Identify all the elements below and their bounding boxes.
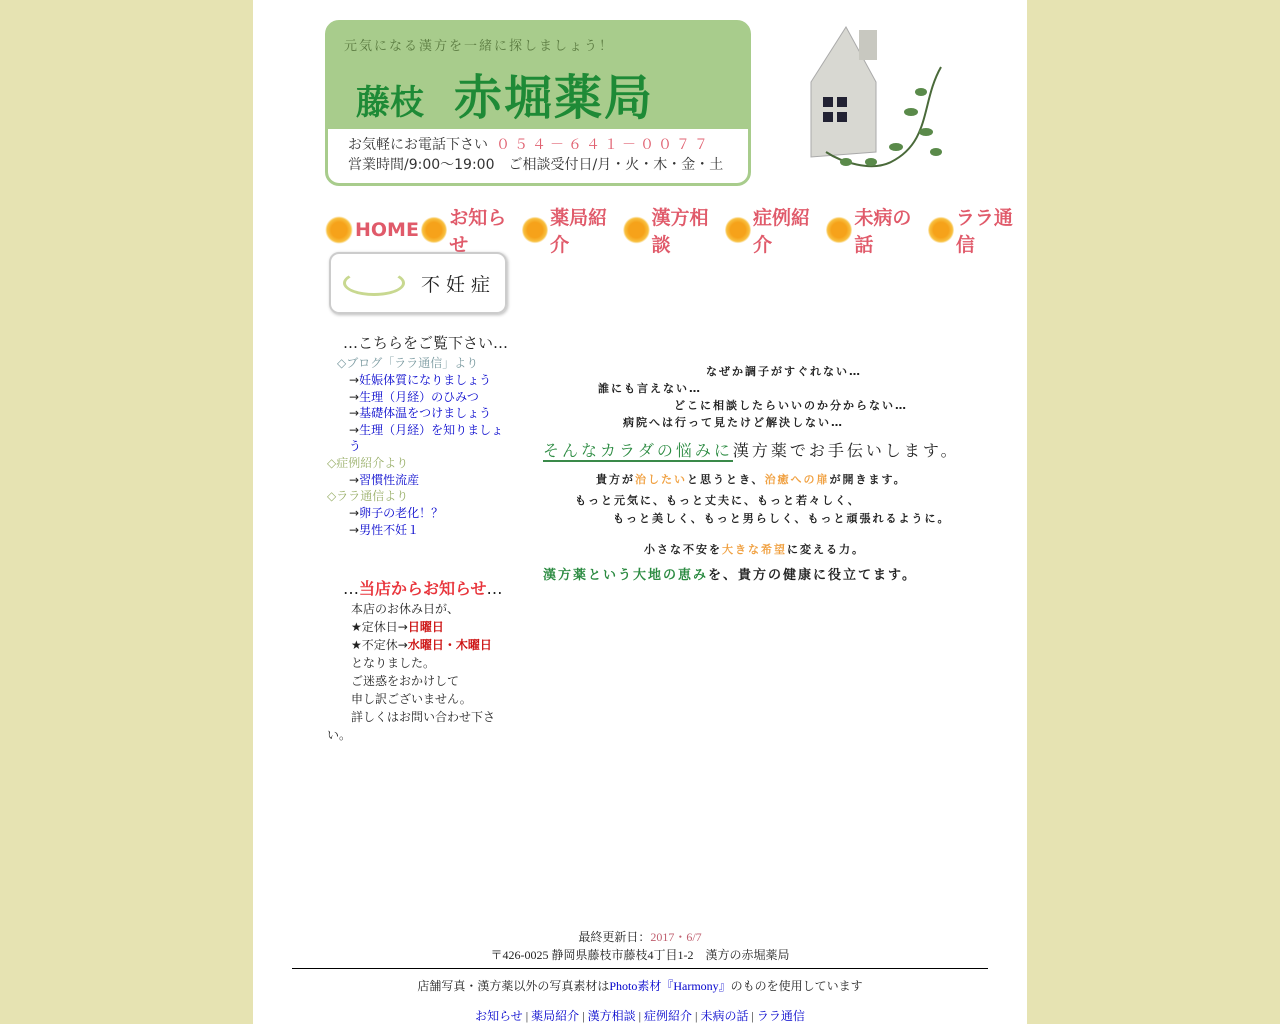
footer-link-lala[interactable]: ララ通信 — [756, 1009, 805, 1023]
category-heading: 不妊症 — [329, 252, 507, 314]
footer-link-pharmacy[interactable]: 薬局紹介 — [531, 1009, 580, 1023]
sun-icon — [826, 216, 852, 244]
footer-link-consult[interactable]: 漢方相談 — [587, 1009, 636, 1023]
photo-credit: 店舗写真・漢方薬以外の写真素材はPhoto素材『Harmony』のものを使用しています — [417, 979, 863, 993]
footer-link-news[interactable]: お知らせ — [475, 1009, 523, 1023]
contact-info: お気軽にお電話下さい ０５４－６４１－００７７ 営業時間/9:00～19:00 ご相談受付日/月・火・木・金・土 — [328, 129, 748, 183]
link-pregnancy[interactable]: → 妊娠体質になりましょう — [349, 372, 512, 389]
site-logo[interactable]: 藤枝 赤堀薬局 — [356, 70, 655, 126]
main-nav — [325, 203, 1027, 257]
nav-cases[interactable]: 症例紹介 — [725, 203, 824, 257]
link-egg-aging[interactable]: → 卵子の老化！？ — [349, 505, 512, 522]
header-banner — [325, 20, 751, 186]
link-miscarriage[interactable]: → 習慣性流産 — [349, 472, 512, 489]
nav-home[interactable]: HOME — [325, 203, 419, 257]
address: 〒426-0025 静岡県藤枝市藤枝4丁目1-2 漢方の赤堀薬局 — [490, 948, 790, 962]
nav-lala[interactable]: ララ通信 — [928, 203, 1027, 257]
footer-link-cases[interactable]: 症例紹介 — [644, 1009, 693, 1023]
house-photo — [801, 22, 946, 182]
nav-consult[interactable]: 漢方相談 — [623, 203, 722, 257]
sun-icon — [325, 216, 353, 244]
link-period-secret[interactable]: → 生理（月経）のひみつ — [349, 389, 512, 406]
sun-icon — [522, 216, 548, 244]
sidebar: …こちらをご覧下さい… ◇ブログ「ララ通信」より → 妊娠体質になりましょう → 生理（月経）のひみつ → 基礎体温をつけましょう → 生理（月経）を知りましょう ◇症例紹介より → 習慣性流産 ◇ララ通信より → 卵子の老化！？ → 男性不妊１ — [327, 332, 512, 538]
sun-icon — [421, 216, 447, 244]
footer-link-mibyou[interactable]: 未病の話 — [700, 1009, 749, 1023]
nav-pharmacy[interactable]: 薬局紹介 — [522, 203, 621, 257]
nav-news[interactable]: お知らせ — [421, 203, 520, 257]
phone-number: ０５４－６４１－００７７ — [496, 137, 712, 153]
last-updated: 最終更新日：2017・6/7 — [578, 930, 702, 944]
sun-icon — [725, 216, 751, 244]
link-bbt[interactable]: → 基礎体温をつけましょう — [349, 405, 512, 422]
harmony-link[interactable]: Photo素材『Harmony』 — [609, 979, 731, 993]
nav-mibyou[interactable]: 未病の話 — [826, 203, 925, 257]
notice: …当店からお知らせ… 本店のお休み日が、 ★定休日→日曜日 ★不定休→水曜日・木曜日 となりました。 ご迷惑をおかけして 申し訳ございません。 詳しくはお問い合わせ下さい。 — [327, 578, 512, 744]
business-hours: 営業時間/9:00～19:00 ご相談受付日/月・火・木・金・土 — [348, 157, 724, 173]
tagline: 元気になる漢方を一緒に探しましょう！ — [344, 39, 615, 54]
link-male-infertility[interactable]: → 男性不妊１ — [349, 522, 512, 539]
sun-icon — [928, 216, 954, 244]
notice-title: …当店からお知らせ… — [343, 579, 503, 598]
link-period-know[interactable]: → 生理（月経）を知りましょう — [349, 422, 512, 455]
footer-nav: お知らせ | 薬局紹介 | 漢方相談 | 症例紹介 | 未病の話 | ララ通信 — [475, 1009, 805, 1023]
swirl-icon — [343, 270, 405, 296]
divider — [292, 968, 988, 969]
sun-icon — [623, 216, 649, 244]
page: 元気になる漢方を一緒に探しましょう！ 藤枝 赤堀薬局 お気軽にお電話下さい ０５４－６４１－００７７ 営業時間/9:00～19:00 ご相談受付日/月・火・木・金・土 HOME お知らせ 薬局紹介 漢方相談 症例紹介 未病の話 ララ通信 不妊症 …こちらをご覧下さい… ◇ブログ「ララ通信」より → 妊娠体質になりましょう → 生理（月経）のひみつ → 基礎体温をつけましょう → 生理（月経）を知りましょう ◇症例紹介より → 習慣性流産 ◇ララ通信より → 卵子の老化！？ → 男性不妊１ …当店からお知らせ… 本店のお休み日が、 ★定休日→日曜日 ★不定休→水曜日・木曜日 となりました。 ご迷惑をおかけして 申し訳ございません。 詳しくはお問い合わせ下さい。 なぜか調子がすぐれない… 誰にも言えない… どこに相談したらいいのか分からない… 病院へは行って見たけど解決しない… そんなカラダの悩みに漢方薬でお手伝いします。 貴方が治したいと思うとき、治癒への扉が開きます。 もっと元気に、もっと丈夫に、もっと若々しく、 もっと美しく、もっと男らしく、もっと頑張れるように。 小さな不安を大きな希望に変える力。 漢方薬という大地の恵みを、貴方の健康に役立てます。 最終更新日：2017・6/7 〒426-0025 静岡県藤枝市藤枝4丁目1-2 漢方の赤堀薬局 店舗写真・漢方薬以外の写真素材はPhoto素材『Harmony』のものを使用しています お知らせ | 薬局紹介 | 漢方相談 | 症例紹介 | 未病の話 | ララ通信 — [253, 0, 1027, 1024]
